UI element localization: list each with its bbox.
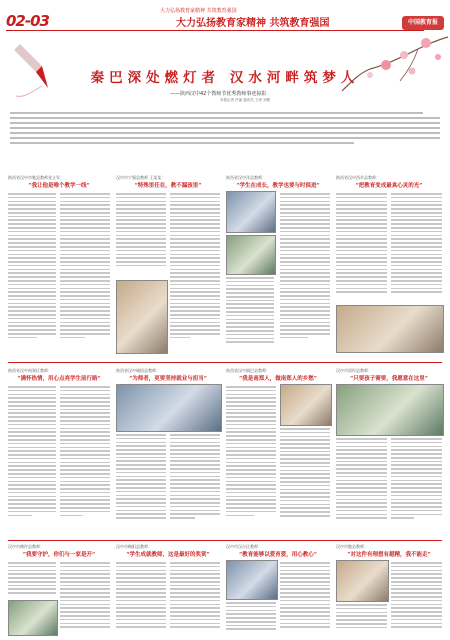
article-body (170, 193, 220, 340)
article-body (226, 602, 276, 632)
article-photo (226, 560, 278, 600)
article-title: “满怀热情，用心点亮学生前行路” (17, 376, 101, 382)
article-kicker: 汉中市留坝县教师： (336, 368, 372, 373)
article-kicker: 汉中市汉台区教师： (226, 544, 262, 549)
article-body (116, 434, 166, 521)
row-divider (8, 540, 442, 541)
sub-headline: ——陕西汉中42个教师节优秀教师事迹掠影 (170, 91, 267, 97)
article-kicker: 陕西省汉中西乡县教师： (336, 175, 380, 180)
article-body (8, 562, 56, 596)
article-kicker: 汉中市略阳县教师： (116, 544, 152, 549)
article-title: “把教育变成最真心灵的光” (355, 183, 423, 189)
article-kicker: 陕西省汉中市勉县教师张立军： (8, 175, 64, 180)
article-body (391, 438, 442, 521)
article-photo (226, 191, 276, 233)
article-body (170, 434, 220, 521)
page-header (0, 0, 450, 34)
article-kicker: 汉中市宁强县教师 王某某： (116, 175, 166, 180)
main-headline: 秦巴深处燃灯者 汉水河畔筑梦人 (90, 70, 360, 86)
article-photo (116, 384, 222, 432)
article-body (116, 193, 166, 269)
article-title: “学生成就教师，这是最好的奖赏” (126, 552, 210, 558)
article-6 (116, 368, 220, 536)
article-body (280, 428, 330, 519)
article-body (336, 604, 387, 630)
article-title: “特殊里任在，教不漏孩里” (134, 183, 202, 189)
article-1 (8, 175, 110, 357)
article-5 (8, 368, 110, 536)
lead-paragraph (10, 112, 440, 152)
article-body (226, 386, 276, 518)
article-body (336, 193, 387, 295)
article-body (8, 386, 56, 518)
article-9 (8, 544, 110, 636)
article-body (60, 562, 110, 630)
article-3 (226, 175, 330, 357)
article-4 (336, 175, 442, 357)
article-body (280, 193, 330, 340)
article-body (8, 193, 56, 340)
article-body (170, 562, 220, 630)
article-kicker: 陕西省汉中南郑区教师： (8, 368, 52, 373)
article-photo (116, 280, 168, 354)
article-body (280, 562, 330, 630)
article-title: “我要守护，你们与一家是开” (22, 552, 96, 558)
page-number: 02-03 (6, 12, 49, 30)
article-kicker: 陕西省汉中镇巴县教师： (226, 368, 270, 373)
article-12 (336, 544, 442, 636)
header-banner: 大力弘扬教育家精神 共筑教育强国 (176, 18, 330, 29)
article-photo (336, 305, 444, 353)
article-2 (116, 175, 220, 357)
article-body (391, 562, 442, 630)
article-title: “只要孩子需要，我愿意在这里” (350, 376, 428, 382)
article-title: “为师者，更要坚持就业与担当” (129, 376, 207, 382)
article-kicker: 汉中市勉县教师： (336, 544, 368, 549)
article-title: “学生在成长，教学也要与时俱进” (236, 183, 320, 189)
article-11 (226, 544, 330, 636)
article-body (226, 277, 274, 345)
article-photo (8, 600, 58, 636)
article-photo (226, 235, 276, 275)
article-body (60, 193, 110, 340)
article-photo (336, 384, 444, 436)
article-title: “教育能够以爱育爱，用心教心” (239, 552, 317, 558)
article-title: “我是南郑人，做南郑人的乡愁” (239, 376, 317, 382)
row-divider (8, 362, 442, 363)
article-8 (336, 368, 442, 536)
article-title: “对这件有理想有越精，我不能走” (347, 552, 431, 558)
byline: 本报记者 冯丽 通讯员 王涛 刘俊 (220, 98, 270, 102)
article-photo (336, 560, 389, 602)
article-body (60, 386, 110, 518)
article-body (336, 438, 387, 521)
article-title: “我让他是唯个教学一线” (28, 183, 90, 189)
article-kicker: 陕西省汉中城固县教师： (116, 368, 160, 373)
article-kicker: 陕西省汉中洋县教师： (226, 175, 266, 180)
article-body (391, 193, 442, 295)
article-photo (280, 384, 332, 426)
article-kicker: 汉中市佛坪县教师： (8, 544, 44, 549)
newspaper-logo: 中国教育报 (402, 16, 444, 30)
article-10 (116, 544, 220, 636)
header-kicker: 大力弘扬教育家精神 共筑教育强国 (160, 8, 237, 14)
article-body (116, 562, 166, 630)
article-7 (226, 368, 330, 536)
